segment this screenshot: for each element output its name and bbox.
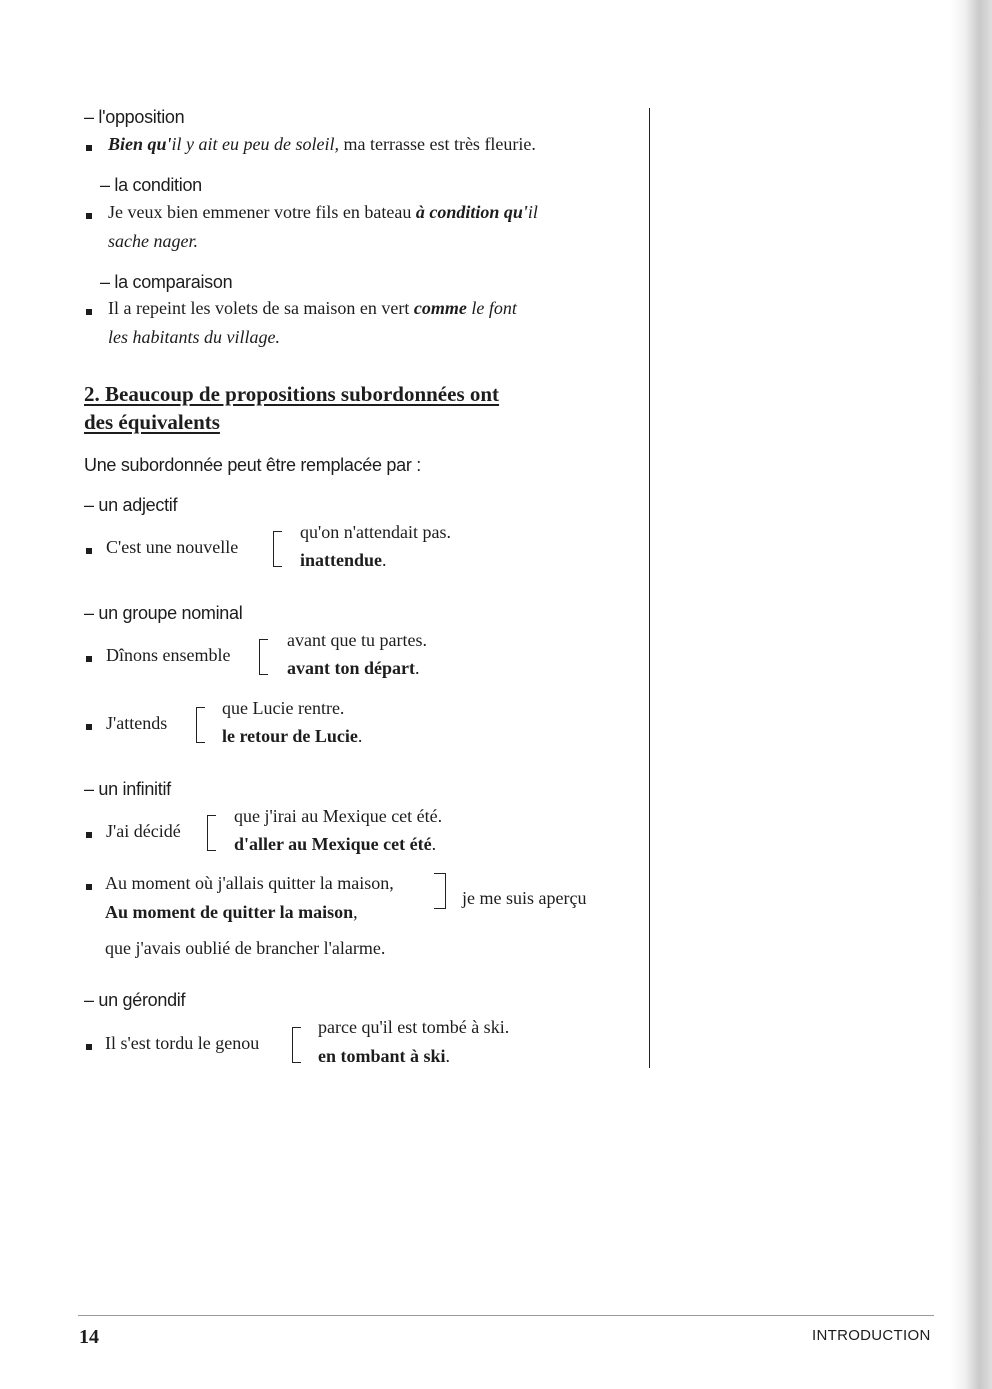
bracket — [434, 873, 446, 909]
gerondif-option2 — [318, 1046, 450, 1067]
bullet — [86, 213, 92, 219]
subordinate-italic: il y ait eu peu de soleil, — [171, 134, 339, 154]
bullet — [86, 832, 92, 838]
section-heading-line2: des équivalents — [84, 410, 220, 434]
bullet — [86, 309, 92, 315]
infinitif-ex2-line1: Au moment où j'allais quitter la maison, — [105, 873, 394, 893]
option-bold: d'aller au Mexique cet été — [234, 834, 432, 854]
option-punct: . — [445, 1046, 451, 1066]
option-punct: , — [353, 902, 358, 922]
bracket — [273, 531, 282, 567]
option-punct: . — [382, 550, 387, 570]
groupe-nominal-ex1-option2 — [287, 658, 420, 679]
page-number: 14 — [79, 1326, 99, 1348]
opposition-label: – l'opposition — [84, 107, 185, 127]
condition-label: – la condition — [100, 175, 202, 195]
infinitif-ex1-main: J'ai décidé — [106, 821, 181, 841]
subordinate-italic: il — [527, 202, 538, 222]
groupe-nominal-ex2-main: J'attends — [106, 713, 168, 733]
gerondif-label: – un gérondif — [84, 990, 186, 1010]
bullet — [86, 145, 92, 151]
groupe-nominal-ex1-option1: avant que tu partes. — [287, 630, 427, 650]
bracket — [207, 815, 216, 851]
condition-example-line1 — [108, 202, 538, 223]
option-bold: inattendue — [300, 550, 383, 570]
section-intro: Une subordonnée peut être remplacée par : — [84, 455, 421, 475]
infinitif-ex2-main: je me suis aperçu — [462, 888, 587, 908]
option-punct: . — [415, 658, 420, 678]
bullet — [86, 1044, 92, 1050]
option-bold: en tombant à ski — [318, 1046, 446, 1066]
running-title: INTRODUCTION — [812, 1327, 931, 1344]
conjunction-bold: à condition qu' — [415, 202, 528, 222]
opposition-example — [108, 134, 536, 155]
infinitif-ex1-option1: que j'irai au Mexique cet été. — [234, 806, 443, 826]
comparaison-example-line2: les habitants du village. — [108, 327, 280, 347]
infinitif-label: – un infinitif — [84, 779, 171, 799]
conjunction-bold: comme — [413, 298, 467, 318]
conjunction-bold: Bien qu' — [108, 134, 172, 154]
main-clause: Je veux bien emmener votre fils en bateau — [108, 202, 416, 222]
footer-rule — [78, 1315, 934, 1316]
bracket — [259, 639, 268, 675]
comparaison-example-line1 — [108, 298, 517, 319]
gerondif-main: Il s'est tordu le genou — [105, 1033, 260, 1053]
bracket — [196, 707, 205, 743]
option-bold: le retour de Lucie — [222, 726, 358, 746]
adjectif-option2 — [300, 550, 387, 571]
infinitif-ex2-line2 — [105, 902, 358, 923]
condition-example-line2: sache nager. — [108, 231, 198, 251]
infinitif-ex1-option2 — [234, 834, 436, 855]
bracket — [292, 1027, 301, 1063]
subordinate-italic: le font — [466, 298, 517, 318]
comparaison-label: – la comparaison — [100, 272, 233, 292]
adjectif-option1: qu'on n'attendait pas. — [300, 522, 451, 542]
groupe-nominal-ex1-main: Dînons ensemble — [106, 645, 231, 665]
option-punct: . — [431, 834, 437, 854]
option-punct: . — [357, 726, 363, 746]
section-heading-line1: 2. Beaucoup de propositions subordonnées ont — [84, 382, 500, 406]
groupe-nominal-label: – un groupe nominal — [84, 603, 243, 623]
bullet — [86, 724, 92, 730]
adjectif-main: C'est une nouvelle — [106, 537, 239, 557]
bullet — [86, 884, 92, 890]
column-rule — [649, 108, 650, 1068]
bullet — [86, 656, 92, 662]
bullet — [86, 548, 92, 554]
main-clause: ma terrasse est très fleurie. — [339, 134, 536, 154]
book-spine-shadow — [950, 0, 992, 1389]
option-bold: avant ton départ — [287, 658, 416, 678]
adjectif-label: – un adjectif — [84, 495, 178, 515]
infinitif-ex2-continuation: que j'avais oublié de brancher l'alarme. — [105, 938, 386, 958]
groupe-nominal-ex2-option2 — [222, 726, 362, 747]
gerondif-option1: parce qu'il est tombé à ski. — [318, 1017, 510, 1037]
groupe-nominal-ex2-option1: que Lucie rentre. — [222, 698, 345, 718]
option-bold: Au moment de quitter la maison — [105, 902, 354, 922]
main-clause: Il a repeint les volets de sa maison en vert — [108, 298, 414, 318]
